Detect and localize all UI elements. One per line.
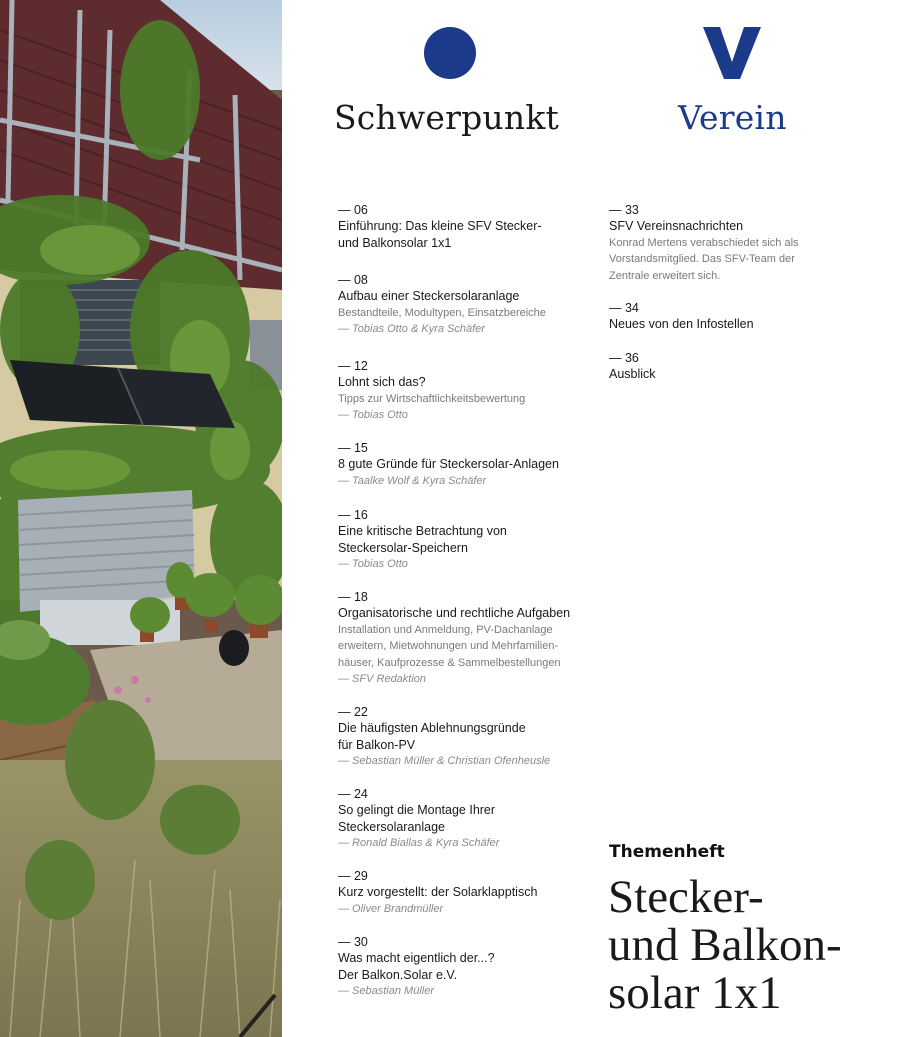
toc-page-number: — 22 [338,705,368,719]
toc-title-line: für Balkon-PV [338,737,416,752]
toc-page-number: — 24 [338,787,368,801]
toc-entry[interactable] [338,589,598,688]
toc-page-number: — 06 [338,203,368,217]
toc-author: — Ronald Biallas & Kyra Schäfer [338,837,500,849]
toc-subtitle-line: Zentrale erweitert sich. [609,269,721,282]
toc-title-line: Aufbau einer Steckersolaranlage [338,289,520,303]
toc-entry[interactable] [609,300,869,333]
toc-page-number: — 18 [338,590,368,604]
toc-page-number: — 08 [338,273,368,287]
schwerpunkt-heading: Schwerpunkt [334,98,559,137]
toc-subtitle-line: erweitern, Mietwohnungen und Mehrfamilien- [338,640,559,652]
toc-author: — Tobias Otto & Kyra Schäfer [338,323,485,335]
toc-page-number: — 36 [609,351,639,365]
toc-subtitle-line: Tipps zur Wirtschaftlichkeitsbewertung [338,392,526,405]
toc-entry[interactable] [338,934,598,1000]
themenheft-label: Themenheft [609,842,725,862]
toc-page-number: — 30 [338,935,368,949]
toc-title-line: So gelingt die Montage Ihrer [338,803,496,817]
toc-page-number: — 34 [609,301,639,315]
toc-title-line: Ausblick [609,367,656,381]
toc-title-line: Steckersolaranlage [338,819,446,834]
toc-entry[interactable] [338,507,598,573]
toc-author: — Oliver Brandmüller [338,902,444,915]
themenheft-title [608,873,898,1017]
toc-title-line: SFV Vereinsnachrichten [609,219,744,233]
verein-heading: Verein [678,98,787,137]
toc-entry[interactable] [338,786,598,852]
toc-title-line: Steckersolar-Speichern [338,540,468,555]
toc-entry[interactable] [609,202,869,284]
toc-subtitle-line: Bestandteile, Modultypen, Einsatzbereiche [338,306,546,319]
toc-author: — Tobias Otto [338,558,408,570]
toc-author: — Taalke Wolf & Kyra Schäfer [338,474,487,487]
toc-title-line: und Balkonsolar 1x1 [338,235,452,250]
toc-title-line: Was macht eigentlich der...? [338,951,495,965]
toc-author: — Sebastian Müller [338,985,434,997]
toc-page-number: — 15 [338,441,368,455]
toc-subtitle-line: Konrad Mertens verabschiedet sich als [609,236,799,249]
toc-title-line: Neues von den Infostellen [609,317,754,331]
cover-photo [0,0,282,1037]
toc-entry[interactable] [338,202,598,251]
toc-title-line: Kurz vorgestellt: der Solarklapptisch [338,885,538,899]
toc-title-line: Lohnt sich das? [338,375,426,389]
toc-subtitle-line: Vorstandsmitglied. Das SFV-Team der [609,253,795,265]
toc-title-line: Organisatorische und rechtliche Aufgaben [338,606,571,620]
toc-page-number: — 29 [338,869,368,883]
toc-author: — Tobias Otto [338,409,408,421]
toc-title-line: 8 gute Gründe für Steckersolar-Anlagen [338,457,559,471]
themenheft-title-line: und Balkon- [608,919,842,971]
circle-icon [423,27,477,81]
themenheft-title-line: solar 1x1 [608,967,782,1019]
toc-page-number: — 12 [338,359,368,373]
themenheft-title-line: Stecker- [608,871,764,923]
toc-page-number: — 33 [609,203,639,217]
toc-entry[interactable] [338,358,598,424]
toc-author: — Sebastian Müller & Christian Ofenheusle [338,755,551,767]
toc-entry[interactable] [338,868,598,917]
toc-title-line: Der Balkon.Solar e.V. [338,967,458,982]
toc-entry[interactable] [338,440,598,489]
toc-page-number: — 16 [338,508,368,522]
toc-entry[interactable] [338,704,598,770]
toc-title-line: Eine kritische Betrachtung von [338,524,507,538]
house-facade-with-balcony-solar-panels-icon [0,0,282,1037]
toc-entry[interactable] [609,350,869,383]
toc-subtitle-line: häuser, Kaufprozesse & Sammelbestellungen [338,656,561,669]
toc-author: — SFV Redaktion [338,673,427,685]
toc-title-line: Die häufigsten Ablehnungsgründe [338,721,526,735]
toc-subtitle-line: Installation und Anmeldung, PV-Dachanlage [338,623,553,636]
toc-entry[interactable] [338,272,598,338]
toc-title-line: Einführung: Das kleine SFV Stecker- [338,219,542,233]
v-letter-icon [703,27,761,81]
